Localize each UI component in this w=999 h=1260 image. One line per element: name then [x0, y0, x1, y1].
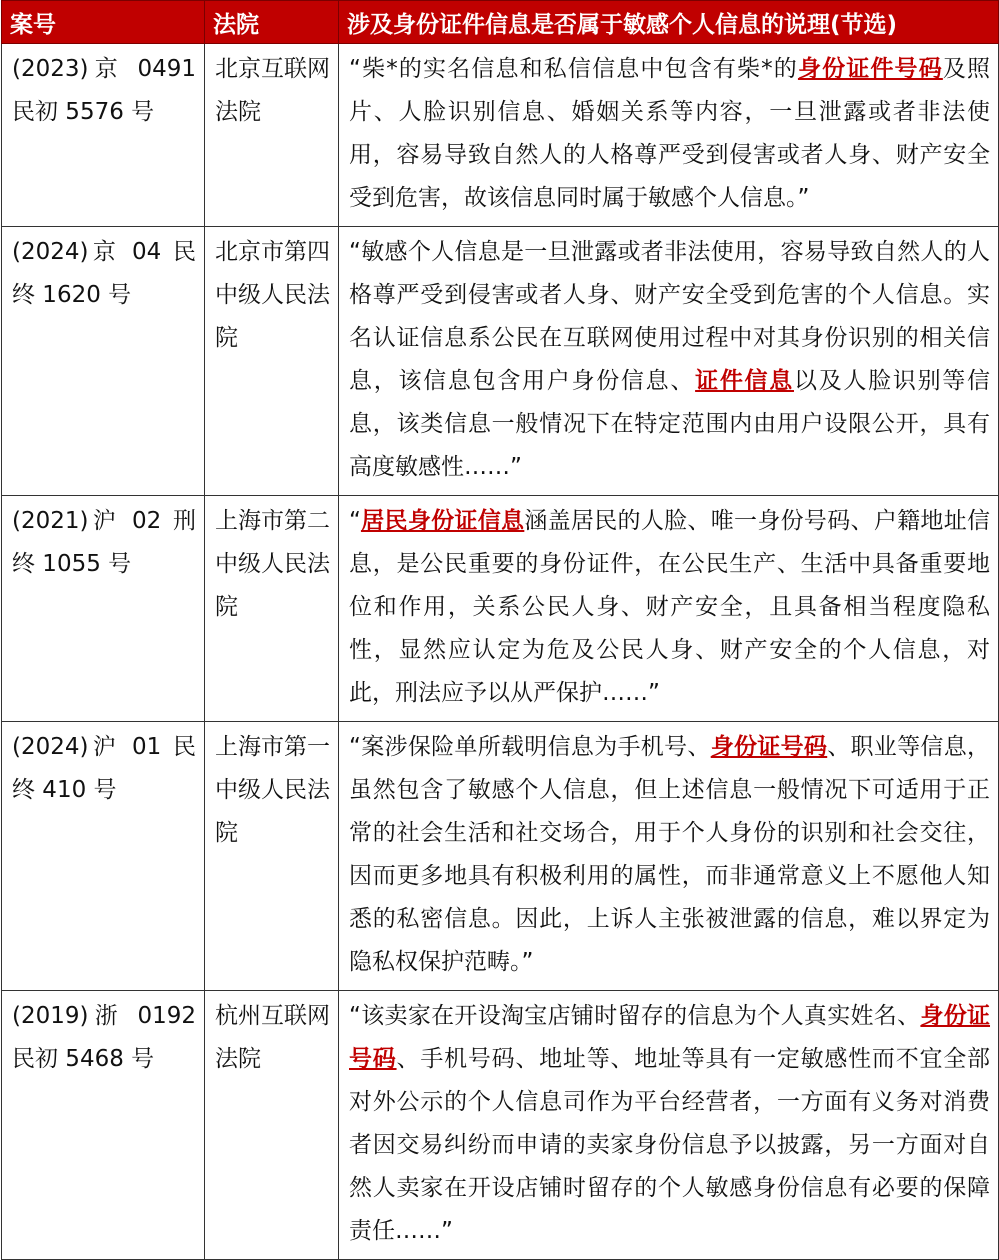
- highlighted-term: 身份证件号码: [797, 56, 943, 82]
- table-row: [2, 496, 999, 722]
- case-number: (2021)沪 02 刑终 1055 号: [2, 496, 205, 722]
- excerpt-text: 及照片、人脸识别信息、婚姻关系等内容，一旦泄露或者非法使用，容易导致自然人的人格尊严受到侵害或者人身、财产安全受到危害，故该信息同时属于敏感个人信息。”: [349, 56, 990, 211]
- table-row: [2, 227, 999, 496]
- court-name: 北京市第四中级人民法院: [205, 227, 339, 496]
- highlighted-term: 居民身份证信息: [360, 508, 525, 534]
- highlighted-term: 身份证号码: [710, 734, 828, 760]
- header-excerpt: 涉及身份证件信息是否属于敏感个人信息的说理(节选): [339, 1, 999, 44]
- table-row: [2, 991, 999, 1260]
- court-name: 杭州互联网法院: [205, 991, 339, 1260]
- case-number: (2024)沪 01 民终 410 号: [2, 722, 205, 991]
- case-number: (2023)京 0491 民初 5576 号: [2, 44, 205, 227]
- table-row: [2, 44, 999, 227]
- court-name: 北京互联网法院: [205, 44, 339, 227]
- excerpt-text: 、手机号码、地址等、地址等具有一定敏感性而不宜全部对外公示的个人信息司作为平台经营者，一方面有义务对消费者因交易纠纷而申请的卖家身份信息予以披露，另一方面对自然人卖家在开设店铺时留存的个人敏感身份信息有必要的保障责任……”: [349, 1046, 991, 1244]
- highlighted-term: 证件信息: [695, 368, 794, 394]
- reasoning-excerpt: [339, 722, 999, 991]
- excerpt-text: “该卖家在开设淘宝店铺时留存的信息为个人真实姓名、: [349, 1003, 921, 1029]
- excerpt-text: “柴*的实名信息和私信信息中包含有柴*的: [349, 56, 798, 82]
- case-table: [1, 0, 999, 1260]
- excerpt-text: “敏感个人信息是一旦泄露或者非法使用，容易导致自然人的人格尊严受到侵害或者人身、财产安全受到危害的个人信息。实名认证信息系公民在互联网使用过程中对其身份识别的相关信息，该信息包含用户身份信息、: [349, 239, 990, 394]
- excerpt-text: 以及人脸识别等信息，该类信息一般情况下在特定范围内由用户设限公开，具有高度敏感性……”: [349, 368, 991, 480]
- excerpt-text: 、职业等信息，虽然包含了敏感个人信息，但上述信息一般情况下可适用于正常的社会生活和社交场合，用于个人身份的识别和社会交往，因而更多地具有积极利用的属性，而非通常意义上不愿他人知悉的私密信息。因此，上诉人主张被泄露的信息，难以界定为隐私权保护范畴。”: [349, 734, 990, 975]
- reasoning-excerpt: [339, 991, 999, 1260]
- reasoning-excerpt: [339, 227, 999, 496]
- header-case-no: 案号: [2, 1, 205, 44]
- excerpt-text: “: [349, 508, 361, 534]
- reasoning-excerpt: [339, 496, 999, 722]
- highlighted-term: 身份证号码: [349, 1003, 991, 1072]
- header-court: 法院: [205, 1, 339, 44]
- court-name: 上海市第二中级人民法院: [205, 496, 339, 722]
- excerpt-text: “案涉保险单所载明信息为手机号、: [349, 734, 711, 760]
- table-header-row: [2, 1, 999, 44]
- case-number: (2019)浙 0192 民初 5468 号: [2, 991, 205, 1260]
- case-number: (2024)京 04 民终 1620 号: [2, 227, 205, 496]
- excerpt-text: 涵盖居民的人脸、唯一身份号码、户籍地址信息，是公民重要的身份证件，在公民生产、生活中具备重要地位和作用，关系公民人身、财产安全，且具备相当程度隐私性，显然应认定为危及公民人身、财产安全的个人信息，对此，刑法应予以从严保护……”: [349, 508, 991, 706]
- table-row: [2, 722, 999, 991]
- court-name: 上海市第一中级人民法院: [205, 722, 339, 991]
- reasoning-excerpt: [339, 44, 999, 227]
